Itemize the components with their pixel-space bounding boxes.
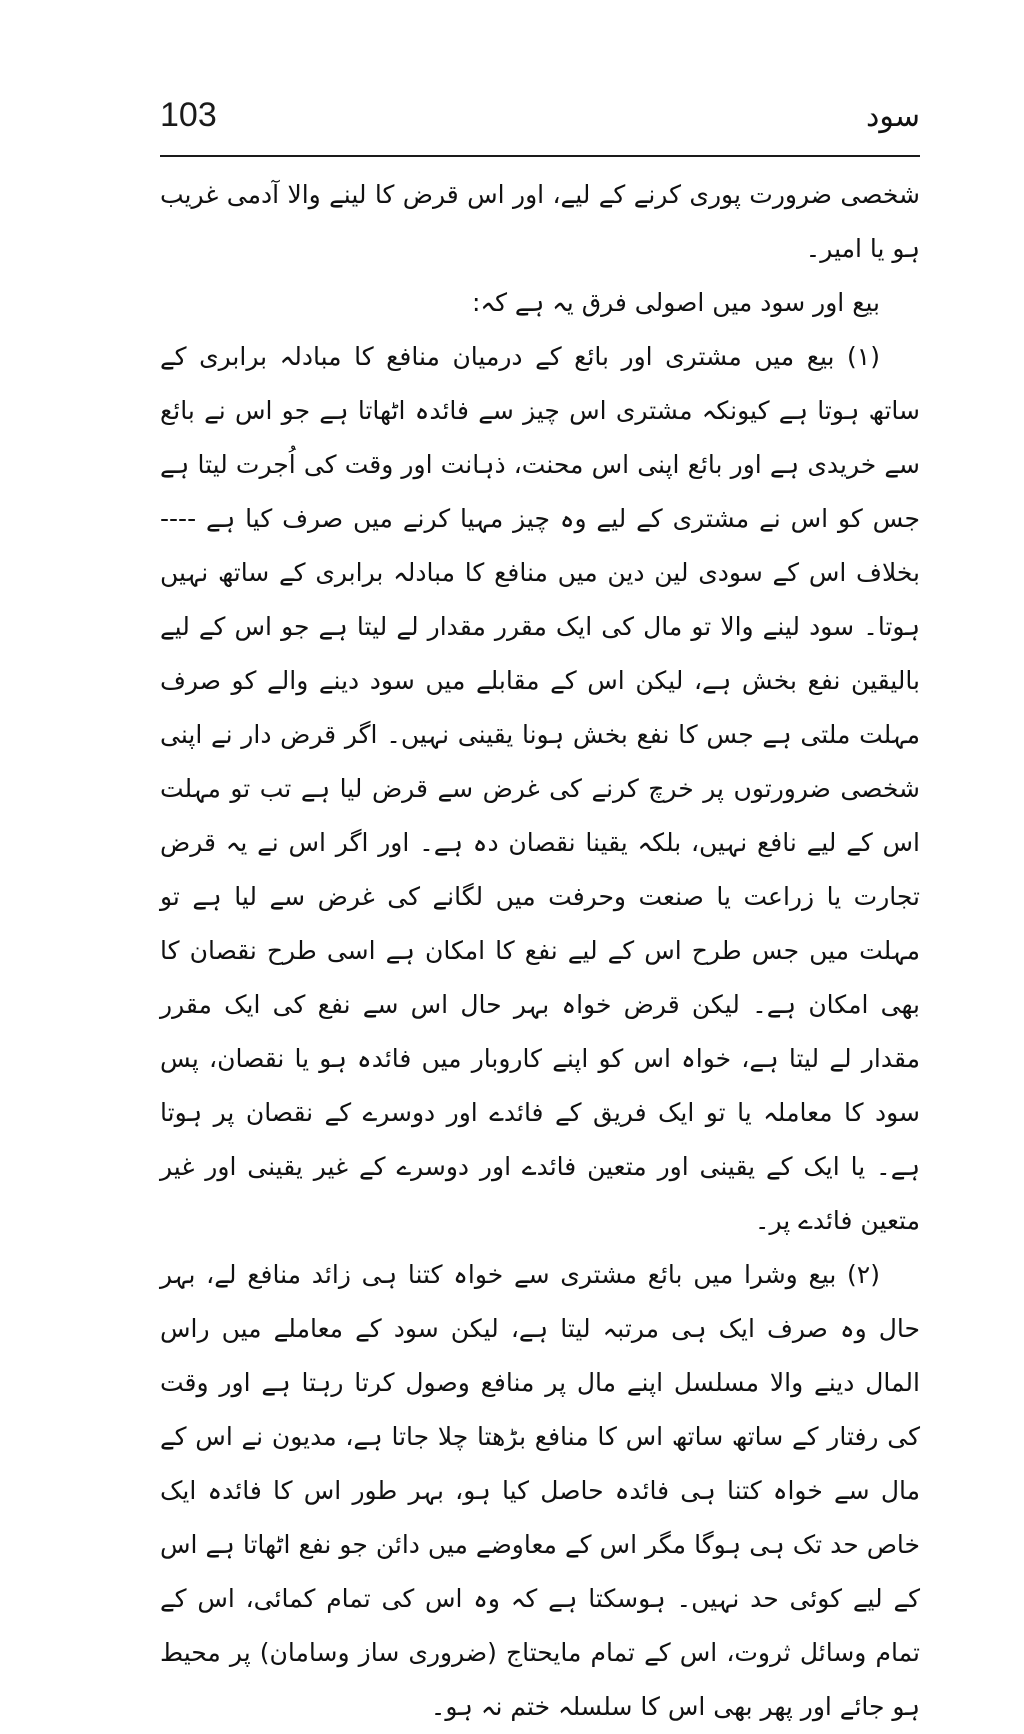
body-text	[160, 168, 920, 1734]
page-header	[160, 95, 920, 157]
paragraph-continuation: شخصی ضرورت پوری کرنے کے لیے، اور اس قرض کا لینے والا آدمی غریب ہو یا امیر۔	[160, 180, 920, 263]
paragraph-intro: بیع اور سود میں اصولی فرق یہ ہے کہ:	[472, 288, 880, 317]
paragraph-point-one: (۱) بیع میں مشتری اور بائع کے درمیان منافع کا مبادلہ برابری کے ساتھ ہوتا ہے کیونکہ مشتری اس چیز سے فائدہ اٹھاتا ہے جو اس نے بائع سے خریدی ہے اور بائع اپنی اس محنت، ذہانت اور وقت کی اُجرت لیتا ہے جس کو اس نے مشتری کے لیے وہ چیز مہیا کرنے میں صرف کیا ہے ---- بخلاف اس کے سودی لین دین میں منافع کا مبادلہ برابری کے ساتھ نہیں ہوتا۔ سود لینے والا تو مال کی ایک مقرر مقدار لے لیتا ہے جو اس کے لیے بالیقین نفع بخش ہے، لیکن اس کے مقابلے میں سود دینے والے کو صرف مہلت ملتی ہے جس کا نفع بخش ہونا یقینی نہیں۔ اگر قرض دار نے اپنی شخصی ضرورتوں پر خرچ کرنے کی غرض سے قرض لیا ہے تب تو مہلت اس کے لیے نافع نہیں، بلکہ یقینا نقصان دہ ہے۔ اور اگر اس نے یہ قرض تجارت یا زراعت یا صنعت وحرفت میں لگانے کی غرض سے لیا ہے تو مہلت میں جس طرح اس کے لیے نفع کا امکان ہے اسی طرح نقصان کا بھی امکان ہے۔ لیکن قرض خواہ بہر حال اس سے نفع کی ایک مقرر مقدار لے لیتا ہے، خواہ اس کو اپنے کاروبار میں فائدہ ہو یا نقصان، پس سود کا معاملہ یا تو ایک فریق کے فائدے اور دوسرے کے نقصان پر ہوتا ہے۔ یا ایک کے یقینی اور متعین فائدے اور دوسرے کے غیر یقینی اور غیر متعین فائدے پر۔	[160, 342, 920, 1235]
page-number: 103	[160, 96, 217, 134]
running-title: سود	[866, 99, 920, 134]
paragraph-point-two: (۲) بیع وشرا میں بائع مشتری سے خواہ کتنا ہی زائد منافع لے، بہر حال وہ صرف ایک ہی مرتبہ لیتا ہے، لیکن سود کے معاملے میں راس المال دینے والا مسلسل اپنے مال پر منافع وصول کرتا رہتا ہے اور وقت کی رفتار کے ساتھ ساتھ اس کا منافع بڑھتا چلا جاتا ہے، مدیون نے اس کے مال سے خواہ کتنا ہی فائدہ حاصل کیا ہو، بہر طور اس کا فائدہ ایک خاص حد تک ہی ہوگا مگر اس کے معاوضے میں دائن جو نفع اٹھاتا ہے اس کے لیے کوئی حد نہیں۔ ہوسکتا ہے کہ وہ اس کی تمام کمائی، اس کے تمام وسائل ثروت، اس کے تمام مایحتاج (ضروری ساز وسامان) پر محیط ہو جائے اور پھر بھی اس کا سلسلہ ختم نہ ہو۔	[160, 1260, 920, 1721]
